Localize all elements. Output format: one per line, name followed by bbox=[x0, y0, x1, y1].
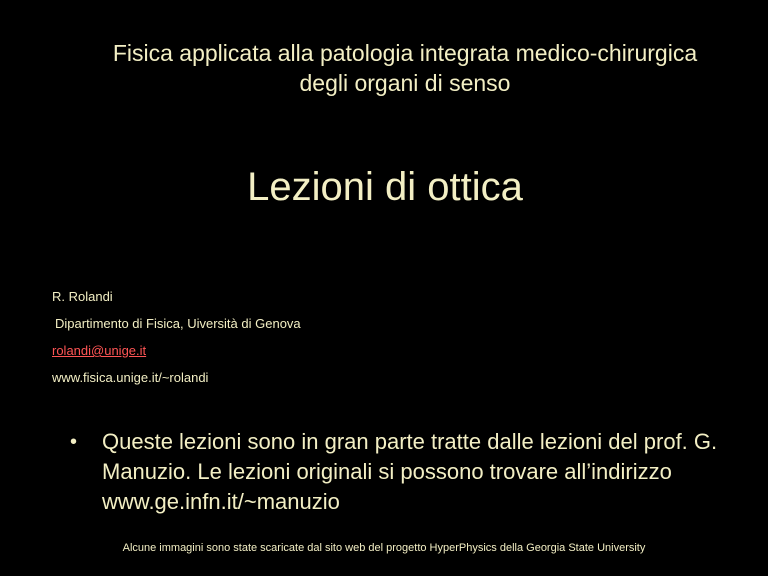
main-title: Lezioni di ottica bbox=[247, 165, 523, 209]
author-department: Dipartimento di Fisica, Uiversità di Genova bbox=[55, 316, 301, 331]
author-email-link[interactable]: rolandi@unige.it bbox=[52, 343, 147, 358]
image-credit-footnote: Alcune immagini sono state scaricate dal sito web del progetto HyperPhysics della Georgia State University bbox=[122, 542, 646, 554]
bullet-dot-icon: • bbox=[70, 431, 78, 453]
bullet-text: Queste lezioni sono in gran parte tratte dalle lezioni del prof. G. Manuzio. Le lezioni originali si possono trovare all’indirizzo www.ge.infn.it/~manuzio bbox=[102, 429, 718, 514]
course-title-line-2: degli organi di senso bbox=[299, 70, 511, 96]
author-website: www.fisica.unige.it/~rolandi bbox=[52, 370, 209, 385]
course-title bbox=[60, 38, 750, 98]
bullet-item bbox=[70, 427, 730, 517]
course-title-line-1: Fisica applicata alla patologia integrata medico-chirurgica bbox=[112, 40, 698, 66]
author-name: R. Rolandi bbox=[52, 289, 113, 304]
author-email-row bbox=[52, 341, 301, 368]
bullet-list bbox=[70, 427, 730, 517]
author-block bbox=[52, 287, 301, 395]
